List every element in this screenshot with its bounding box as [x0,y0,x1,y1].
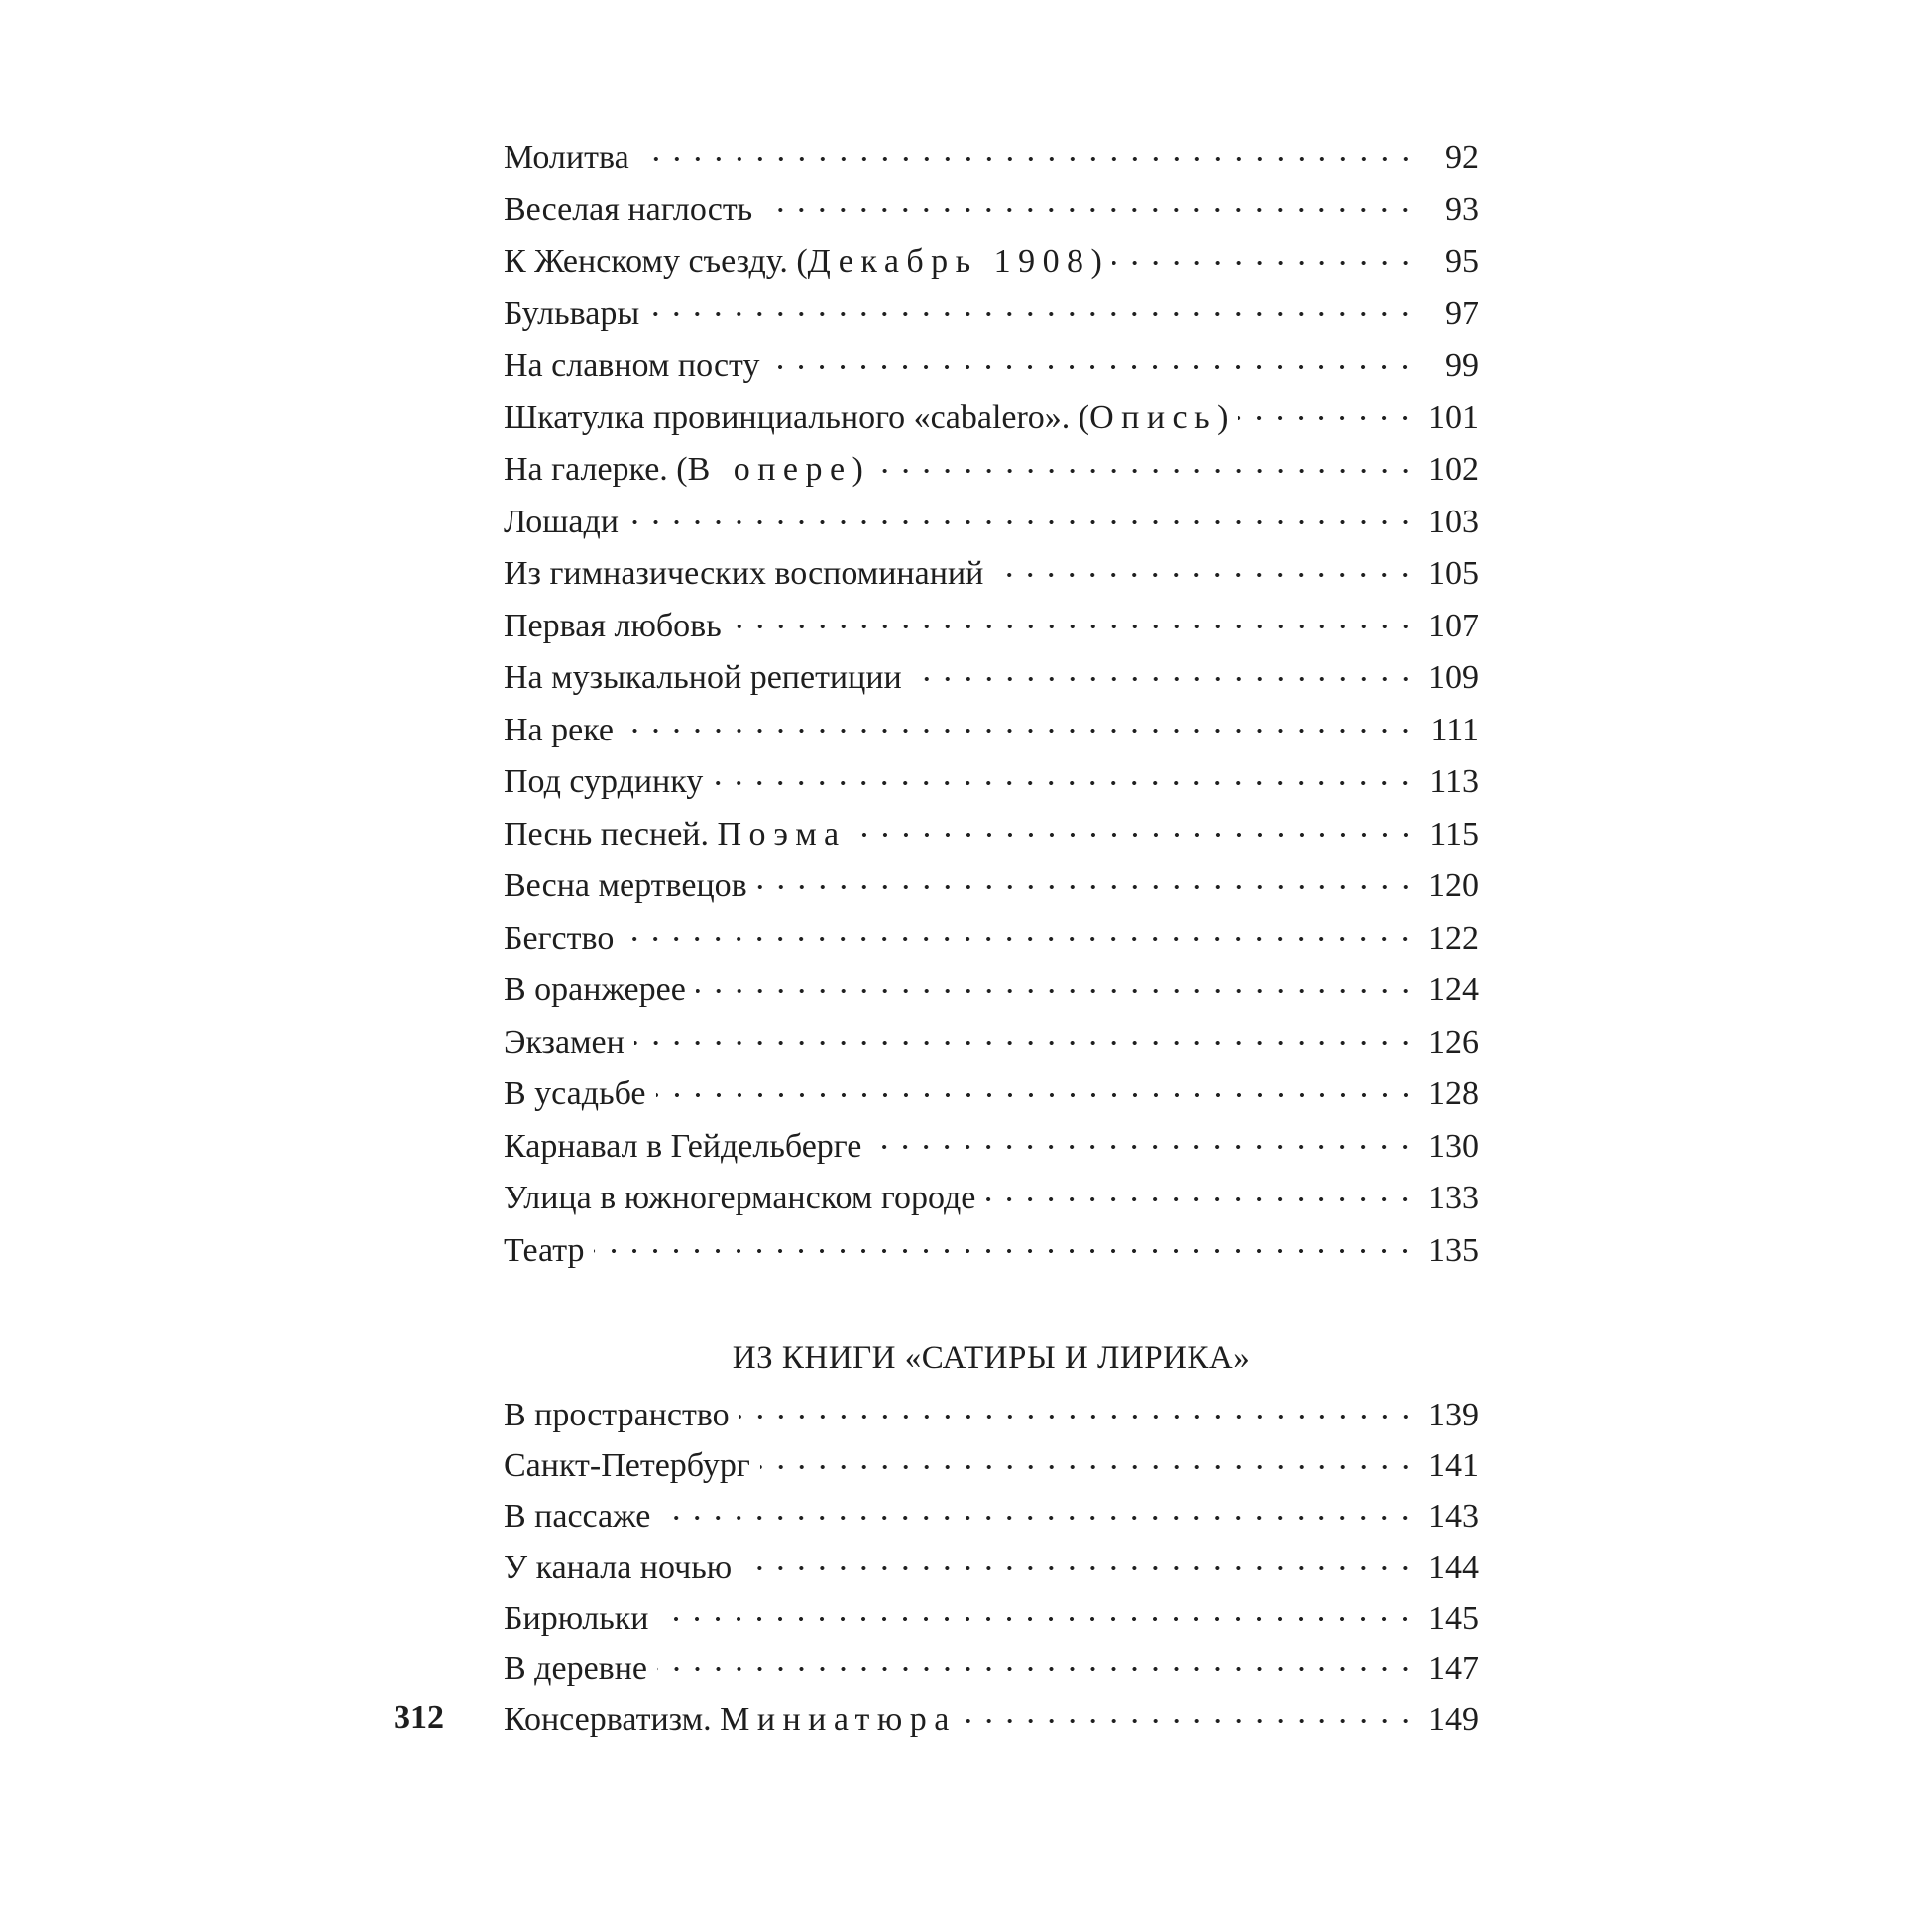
toc-entry-title-text: ) [1217,398,1229,436]
toc-entry-title [504,497,625,549]
toc-entry-title [504,965,692,1017]
toc-entry-title-text: В пассаже [504,1498,651,1535]
toc-entry-title [504,1491,656,1541]
toc-entry-title [504,340,765,393]
toc-entry-page: 126 [1428,1023,1479,1061]
toc-entry-title [504,809,852,861]
toc-entry-title [504,1694,963,1745]
toc-entry-title-text: Шкатулка провинциального «cabalero». ( [504,398,1090,436]
toc-entry-title-text: В деревне [504,1649,647,1687]
toc-entry [504,913,1479,966]
toc-entry-title [504,860,753,913]
toc-entry-page: 115 [1429,815,1479,852]
toc-entry-title-text: Из гимназических воспоминаний [504,555,984,592]
toc-entry-title-text: В оранжерее [504,971,686,1008]
dot-leader [741,1544,1416,1578]
toc-entry [504,1593,1479,1644]
dot-leader [624,915,1416,949]
dot-leader [657,1646,1416,1679]
toc-entry-title-text: ) [1090,243,1102,280]
toc-entry-page: 128 [1428,1076,1479,1112]
toc-entry-page: 92 [1445,139,1479,175]
toc-entry-page: 122 [1428,919,1479,957]
toc-entry-title [504,913,620,966]
toc-entry-page: 133 [1428,1180,1479,1216]
dot-leader [656,1071,1416,1104]
toc-entry [504,601,1479,653]
toc-entry [504,1121,1479,1174]
toc-entry-title [504,236,1108,288]
dot-leader [594,1227,1416,1261]
toc-entry [504,1390,1479,1440]
toc-entry-title [504,1390,736,1440]
dot-leader [696,966,1416,1000]
toc-entry [504,1225,1479,1278]
toc-entry-page: 141 [1428,1447,1479,1485]
toc-entry-title-text: На славном посту [504,347,760,384]
toc-entry-title-text: К Женскому съезду. ( [504,243,808,280]
toc-entry-page: 109 [1428,659,1479,696]
toc-entry-page: 102 [1428,451,1479,488]
toc-entry-title [504,705,620,757]
dot-leader [856,811,1416,845]
toc-entry-title [504,1173,981,1225]
dot-leader [873,446,1416,480]
toc-entry-page: 93 [1445,190,1479,228]
toc-entry-title [504,1069,652,1121]
dot-leader [639,134,1416,168]
page-number: 312 [394,1699,444,1736]
toc-entry [504,288,1479,341]
toc-entry [504,1644,1479,1694]
toc-entry-page: 135 [1428,1231,1479,1269]
toc-entry-title [504,184,758,237]
toc-entry-page: 147 [1428,1649,1479,1687]
toc-entry [504,444,1479,497]
toc-entry [504,340,1479,393]
toc-entry-title [504,393,1234,445]
dot-leader [912,654,1416,688]
dot-leader [985,1175,1416,1208]
toc-entry-title-text: Первая любовь [504,607,722,644]
section-heading: ИЗ КНИГИ «САТИРЫ И ЛИРИКА» [732,1340,1251,1376]
toc-entry-title-text: Санкт-Петербург [504,1447,750,1485]
toc-entry-page: 97 [1445,294,1479,332]
toc-entry-title-text: Молитва [504,139,629,175]
toc-entry-page: 149 [1428,1701,1479,1739]
toc-entry [504,860,1479,913]
dot-leader [713,758,1416,792]
toc-section-2 [504,1390,1479,1745]
toc-entry-subtitle: Поэма [717,815,847,852]
dot-leader [769,342,1416,376]
toc-entry-title-text: Бульвары [504,294,640,332]
toc-entry [504,809,1479,861]
toc-entry-page: 143 [1428,1498,1479,1535]
toc-entry-title-text: Улица в южногерманском городе [504,1180,976,1216]
toc-entry-title-text: В пространство [504,1397,730,1433]
dot-leader [628,499,1416,532]
toc-entry-page: 111 [1430,711,1479,748]
toc-entry [504,184,1479,237]
toc-entry-title [504,1644,653,1694]
dot-leader [966,1696,1416,1730]
toc-entry-page: 101 [1428,398,1479,436]
toc-entry [504,705,1479,757]
toc-entry-title-text: У канала ночью [504,1548,733,1586]
toc-entry-title-text: В усадьбе [504,1076,646,1112]
toc-entry-title [504,1593,654,1644]
toc-entry-title-text: Песнь песней. [504,815,718,852]
toc-entry-title-text: Бегство [504,919,615,957]
toc-entry-title-text: ) [852,451,863,488]
dot-leader [1112,238,1416,272]
toc-entry-title-text: Экзамен [504,1023,625,1061]
toc-entry-title-text: Театр [504,1231,585,1269]
toc-entry-title [504,601,728,653]
toc-entry-page: 95 [1445,243,1479,280]
toc-entry [504,497,1479,549]
dot-leader [658,1595,1416,1629]
toc-entry-title [504,444,869,497]
dot-leader [1238,395,1416,428]
toc-entry-title-text: Бирюльки [504,1599,649,1637]
toc-entry [504,1440,1479,1491]
toc-entry-title-text: Карнавал в Гейдельберге [504,1127,862,1165]
toc-entry [504,1542,1479,1593]
toc-entry-subtitle: Опись [1089,398,1218,436]
toc-entry [504,1173,1479,1225]
toc-entry-title [504,1225,590,1278]
toc-entry-title [504,756,709,809]
dot-leader [660,1493,1416,1527]
toc-entry [504,393,1479,445]
toc-entry [504,132,1479,184]
toc-entry-subtitle: Миниатюра [720,1701,957,1739]
toc-entry [504,1694,1479,1745]
toc-entry-subtitle: Декабрь 1908 [807,243,1091,280]
toc-entry-page: 99 [1445,347,1479,384]
toc-entry-page: 107 [1428,607,1479,644]
toc-entry-title [504,1121,867,1174]
toc-entry-title-text: Лошади [504,503,619,540]
dot-leader [993,550,1416,584]
toc-entry-page: 145 [1428,1599,1479,1637]
toc-entry-page: 124 [1428,971,1479,1008]
dot-leader [871,1123,1416,1157]
toc-entry-title [504,288,645,341]
toc-entry-page: 144 [1428,1548,1479,1586]
toc-entry [504,1069,1479,1121]
toc-entry-page: 130 [1428,1127,1479,1165]
toc-entry-title-text: Весна мертвецов [504,867,747,904]
toc-entry-page: 120 [1428,867,1479,904]
dot-leader [649,290,1416,324]
toc-entry [504,1017,1479,1070]
toc-entry [504,756,1479,809]
toc-entry-title-text: Консерватизм. [504,1701,721,1739]
dot-leader [732,603,1416,636]
dot-leader [760,1442,1416,1476]
dot-leader [762,186,1416,220]
toc-entry [504,652,1479,705]
toc-entry-title [504,1017,630,1070]
toc-entry-title [504,1440,756,1491]
toc-entry [504,236,1479,288]
toc-entry [504,1491,1479,1541]
toc-entry-page: 105 [1428,555,1479,592]
toc-entry-page: 103 [1428,503,1479,540]
toc-entry-title-text: На музыкальной репетиции [504,659,902,696]
toc-entry-title [504,652,908,705]
toc-entry-title-text: Веселая наглость [504,190,753,228]
toc-entry-subtitle: В опере [687,451,852,488]
toc-entry [504,965,1479,1017]
toc-entry-page: 139 [1428,1397,1479,1433]
toc-entry-title-text: На реке [504,711,614,748]
toc-entry-title [504,548,989,601]
dot-leader [624,707,1416,740]
toc-section-1 [504,132,1479,1277]
toc-entry [504,548,1479,601]
toc-entry-page: 113 [1429,763,1479,800]
dot-leader [739,1392,1416,1425]
toc-entry-title [504,132,635,184]
dot-leader [634,1019,1416,1053]
toc-entry-title [504,1542,738,1593]
toc-entry-title-text: Под сурдинку [504,763,704,800]
toc-entry-title-text: На галерке. ( [504,451,688,488]
dot-leader [757,862,1416,896]
